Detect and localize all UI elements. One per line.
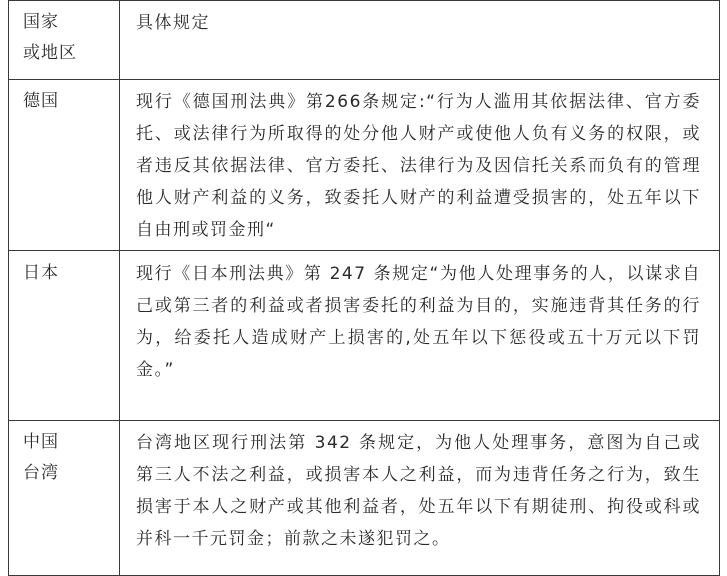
header-rule-label: 具体规定 bbox=[136, 13, 210, 33]
rule-text: 现行《德国刑法典》第266条规定:“行为人滥用其依据法律、官方委托、或法律行为所取得的处分他人财产或使他人负有义务的权限，或者违反其依据法律、官方委托、法律行为及因信托关系而负有的管理他人财产利益的义务，致委托人财产的利益遭受损害的，处五年以下自由刑或罚金刑“ bbox=[136, 92, 701, 240]
country-cell bbox=[9, 80, 120, 251]
rule-text: 现行《日本刑法典》第 247 条规定“为他人处理事务的人，以谋求自己或第三者的利益或者损害委托的利益为目的，实施违背其任务的行为，给委托人造成财产上损害的,处五年以下惩役或五十万元以下罚金。” bbox=[136, 264, 701, 380]
table-header-row bbox=[9, 1, 720, 80]
country-name: 日本 bbox=[23, 263, 59, 283]
law-comparison-table bbox=[8, 0, 720, 576]
table-row bbox=[9, 421, 720, 576]
country-cell bbox=[9, 251, 120, 421]
country-name: 德国 bbox=[23, 91, 59, 111]
header-rule-cell bbox=[120, 1, 720, 80]
country-name-line2: 台湾 bbox=[23, 463, 59, 483]
header-country-cell bbox=[9, 1, 120, 80]
header-country-label-line1: 国家 bbox=[23, 12, 59, 32]
table-row bbox=[9, 80, 720, 251]
header-country-label-line2: 或地区 bbox=[23, 43, 77, 63]
table-row bbox=[9, 251, 720, 421]
rule-cell bbox=[120, 251, 720, 421]
rule-cell bbox=[120, 421, 720, 576]
rule-cell bbox=[120, 80, 720, 251]
country-name-line1: 中国 bbox=[23, 432, 59, 452]
country-cell bbox=[9, 421, 120, 576]
rule-text: 台湾地区现行刑法第 342 条规定，为他人处理事务，意图为自己或第三人不法之利益，或损害本人之利益，而为违背任务之行为，致生损害于本人之财产或其他利益者，处五年以下有期徒刑、拘役或科或并科一千元罚金；前款之未遂犯罚之。 bbox=[136, 433, 701, 549]
